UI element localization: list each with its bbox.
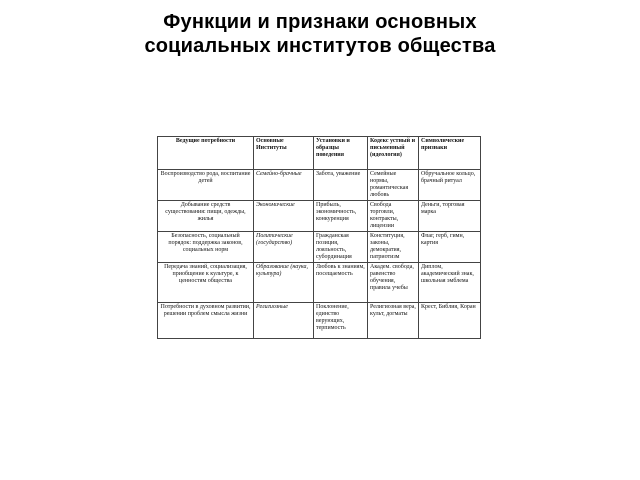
- cell-institute: Экономические: [254, 201, 314, 232]
- cell-symbols: Флаг, герб, гимн, картия: [419, 232, 481, 263]
- table-row: [158, 232, 481, 263]
- cell-need: Потребности в духовном развитии, решении проблем смысла жизни: [158, 303, 254, 339]
- page-title: [0, 10, 640, 58]
- cell-code: Религиозная вера, культ, догматы: [368, 303, 419, 339]
- header-code: Кодекс устный и письменный (идеология): [368, 137, 419, 170]
- institutions-table: [157, 136, 481, 339]
- cell-code: Семейные нормы, романтическая любовь: [368, 170, 419, 201]
- cell-behavior: Любовь к знаниям, посещаемость: [314, 263, 368, 303]
- cell-behavior: Поклонение, единство верующих, терпимость: [314, 303, 368, 339]
- cell-symbols: Обручальное кольцо, брачный ритуал: [419, 170, 481, 201]
- cell-code: Свобода торговли, контракты, лицензии: [368, 201, 419, 232]
- cell-symbols: Крест, Библия, Коран: [419, 303, 481, 339]
- cell-institute: Религиозные: [254, 303, 314, 339]
- header-symbols: Символические признаки: [419, 137, 481, 170]
- table-row: [158, 170, 481, 201]
- header-institutes: Основные Институты: [254, 137, 314, 170]
- cell-code: Конституция, законы, демократия, патриотизм: [368, 232, 419, 263]
- cell-institute: Семейно-брачные: [254, 170, 314, 201]
- table-header-row: [158, 137, 481, 170]
- cell-symbols: Диплом, академический знак, школьная эмблема: [419, 263, 481, 303]
- cell-behavior: Гражданская позиция, лояльность, субординация: [314, 232, 368, 263]
- title-line-1: Функции и признаки основных: [163, 11, 477, 33]
- cell-need: Безопасность, социальный порядок: поддержка законов, социальных норм: [158, 232, 254, 263]
- cell-need: Добывание средств существования: пищи, одежды, жилья: [158, 201, 254, 232]
- cell-need: Передача знаний, социализация, приобщение к культуре, к ценностям общества: [158, 263, 254, 303]
- cell-behavior: Забота, уважение: [314, 170, 368, 201]
- cell-behavior: Прибыль, экономичность, конкуренция: [314, 201, 368, 232]
- cell-code: Академ. свобода, равенство обучения, правила учебы: [368, 263, 419, 303]
- cell-institute: Образование (наука, культура): [254, 263, 314, 303]
- cell-symbols: Деньги, торговая марка: [419, 201, 481, 232]
- header-behavior: Установки и образцы поведения: [314, 137, 368, 170]
- cell-need: Воспроизводство рода, воспитание детей: [158, 170, 254, 201]
- table-row: [158, 303, 481, 339]
- title-line-2: социальных институтов общества: [144, 35, 496, 57]
- header-needs: Ведущие потребности: [158, 137, 254, 170]
- cell-institute: Политические (государство): [254, 232, 314, 263]
- table-row: [158, 263, 481, 303]
- table-row: [158, 201, 481, 232]
